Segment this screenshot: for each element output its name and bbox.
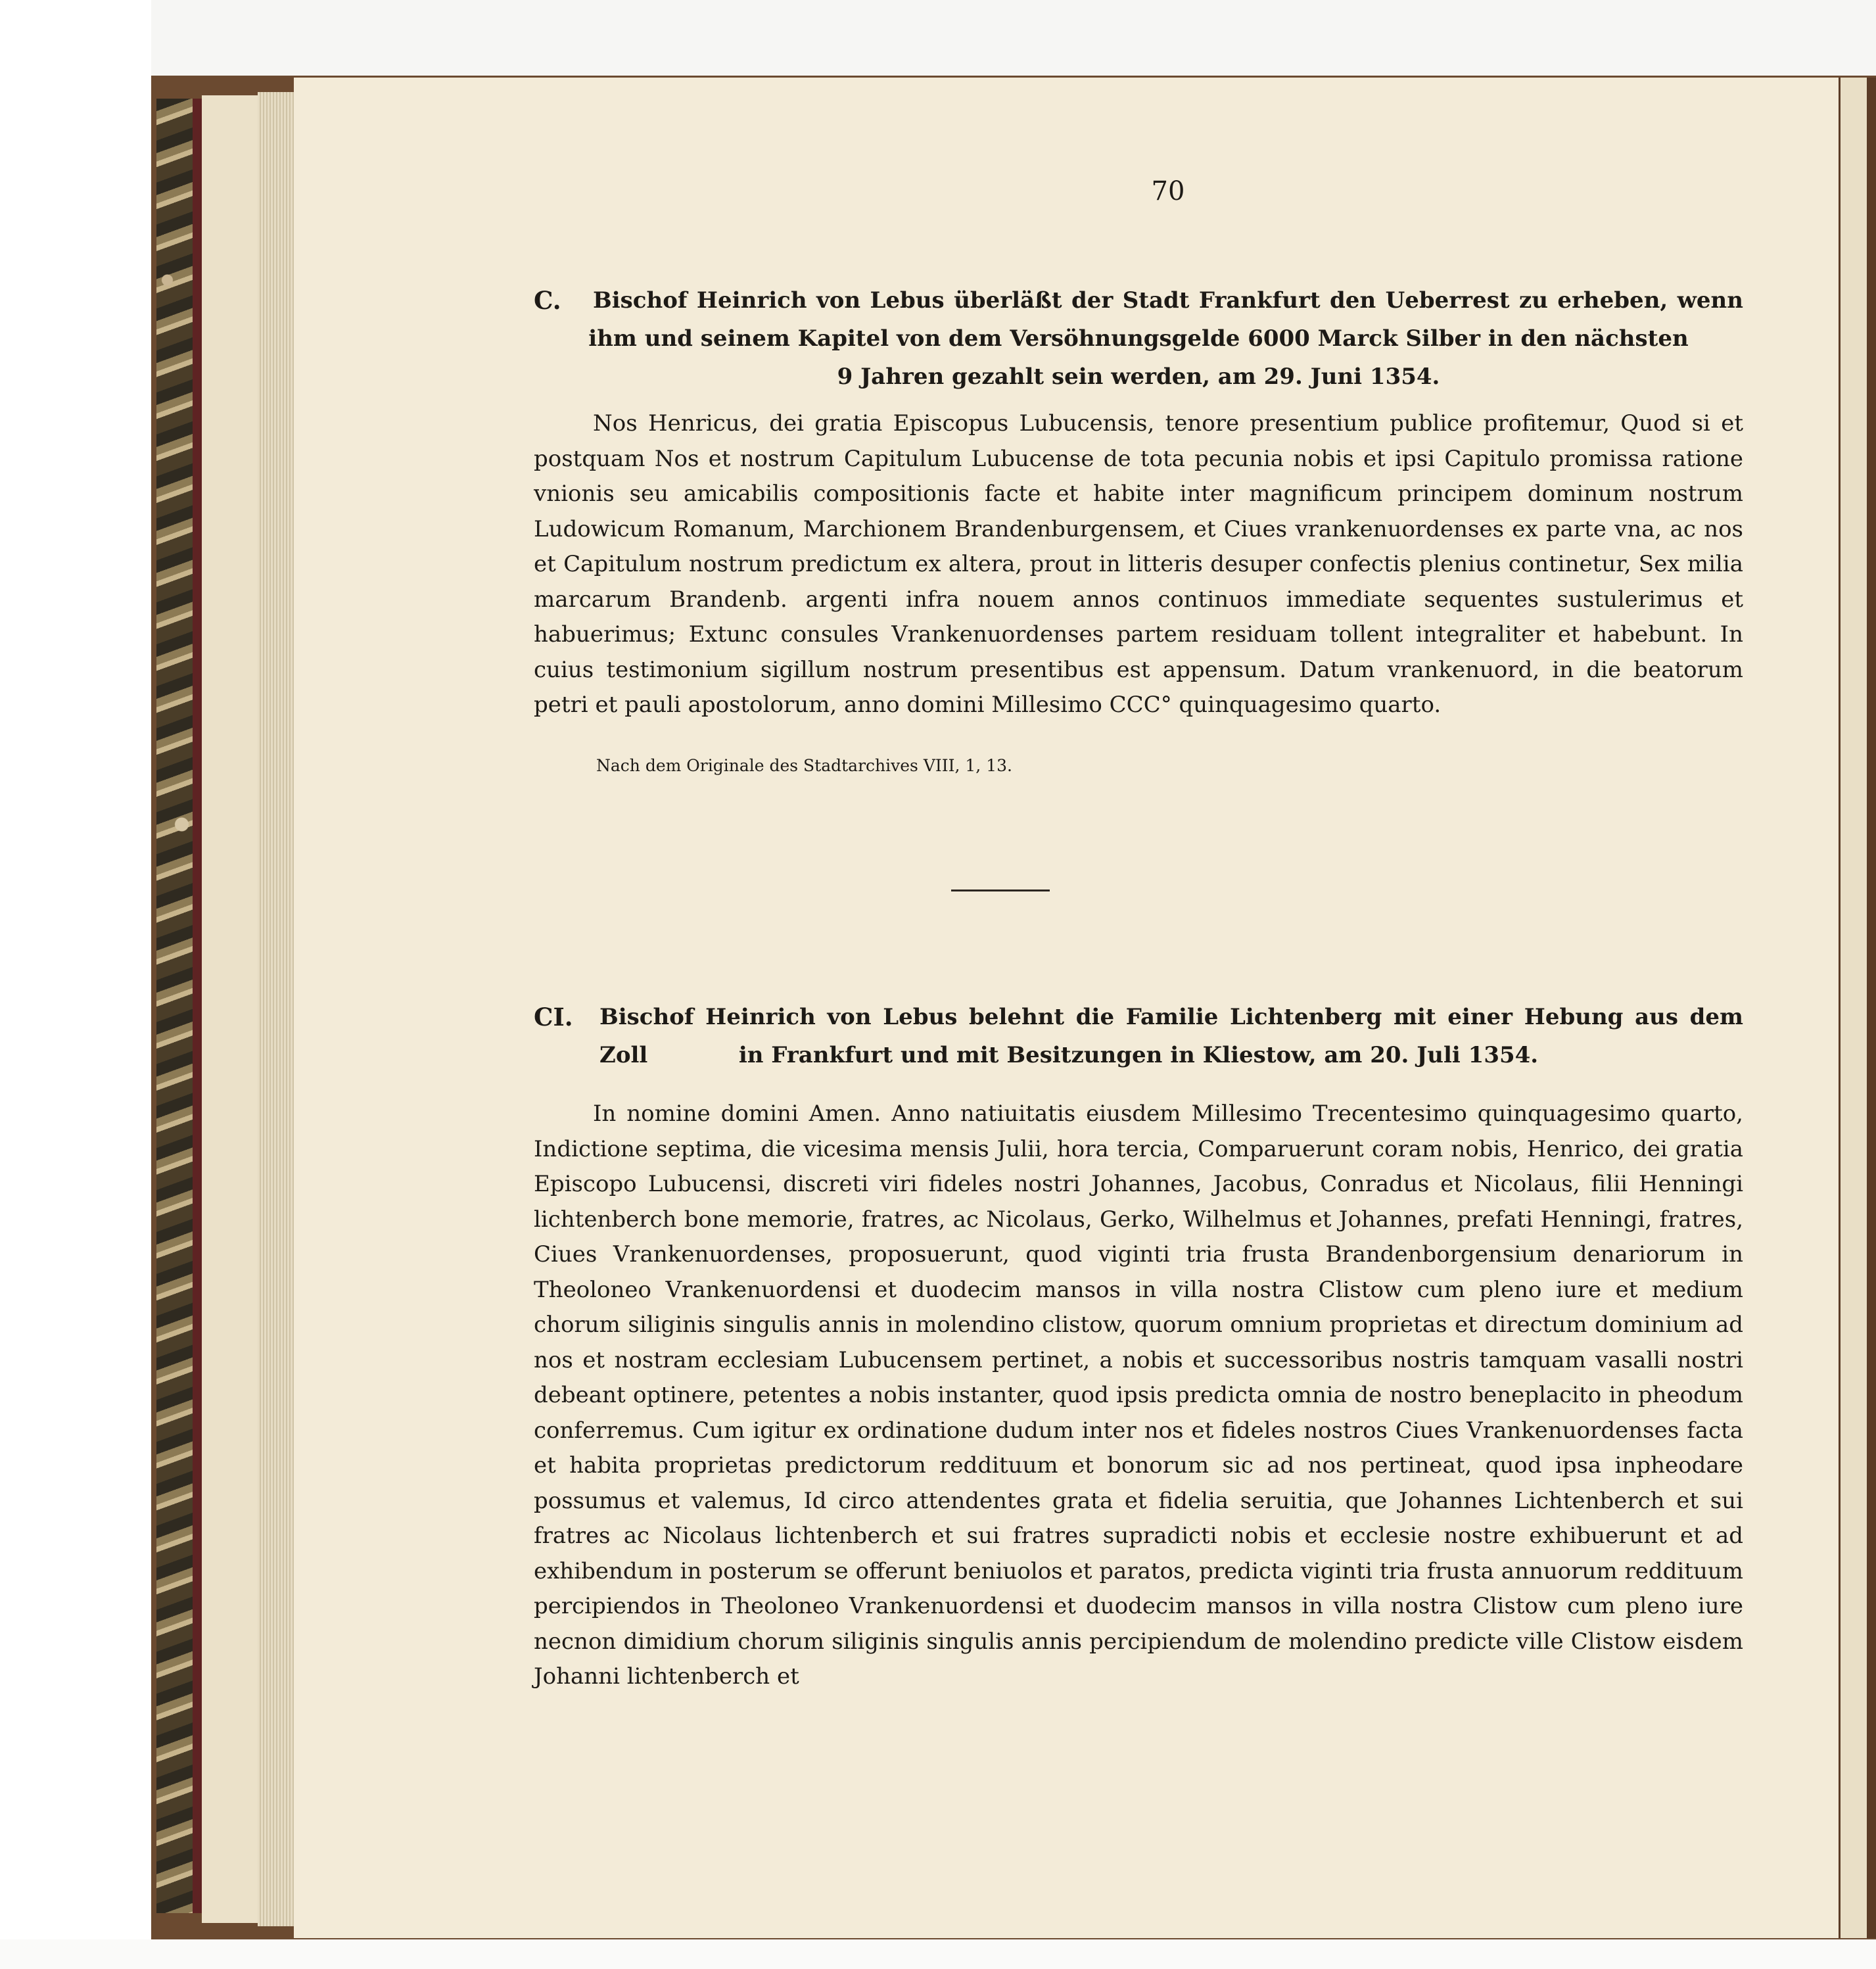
scan-background-bottom	[0, 1939, 1876, 1969]
page-stack-edge	[258, 92, 294, 1926]
section-ci-text: In nomine domini Amen. Anno natiuitatis eiusdem Millesimo Trecentesimo quinquagesimo quarto, Indictione septima, die vicesima mensis Julii, hora tercia, Comparuerunt coram nobis, Henrico, dei gratia Episcopo Lubucensi, discreti viri fideles nostri Johannes, Jacobus, Conradus et Nicolaus, filii Henningi lichtenberch bone memorie, fratres, ac Nicolaus, Gerko, Wilhelmus et Johannes, prefati Henningi, fratres, Ciues Vrankenuordenses, proposuerunt, quod viginti tria frusta Brandenborgensium denariorum in Theoloneo Vrankenuordensi et duodecim mansos in villa nostra Clistow cum pleno iure et medium chorum siliginis singulis annis in molendino clistow, quorum omnium proprietas et directum dominium ad nos et nostram ecclesiam Lubucensem pertinet, a nobis et successoribus nostris tamquam vasalli nostri debeant optinere, petentes a nobis instanter, quod ipsis predicta omnia de nostro beneplacito in pheodum conferremus. Cum igitur ex ordinatione dudum inter nos et fideles nostros Ciues Vrankenuordenses facta et habita proprietas predictorum reddituum et bonorum sic ad nos pertineat, quod ipsa inpheodare possumus et valemus, Id circo attendentes grata et fidelia seruitia, que Johannes Lichtenberch et sui fratres ac Nicolaus lichtenberch et sui fratres supradicti nobis et ecclesie nostre exhibuerunt et ad exhibendum in posterum se offerunt beniuolos et paratos, predicta viginti tria frusta annuorum reddituum percipiendos in Theoloneo Vrankenuordensi et duodecim mansos in villa nostra Clistow cum pleno iure necnon dimidium chorum siliginis singulis annis percipiendum de molendino predicte ville Clistow eisdem Johanni lichtenberch et	[534, 1101, 1743, 1690]
section-ci-number: CI.	[534, 1003, 573, 1032]
endpaper	[202, 95, 258, 1923]
section-c-title-line3: 9 Jahren gezahlt sein werden, am 29. Juni 1354.	[837, 364, 1440, 390]
marbled-board	[156, 99, 193, 1913]
section-divider	[951, 890, 1050, 891]
section-c-number: C.	[534, 286, 561, 315]
section-c-title-line1: Bischof Heinrich von Lebus überläßt der Stadt Frankfurt den Ueberrest zu erheben, wenn	[593, 287, 1743, 314]
section-c-body	[534, 406, 1743, 723]
section-ci-body	[534, 1097, 1743, 1695]
spine-binding	[193, 99, 202, 1913]
section-c-source-note: Nach dem Originale des Stadtarchives VIII, 1, 13.	[596, 756, 1012, 775]
page-number: 70	[1151, 176, 1185, 206]
scan-background-left	[0, 0, 151, 1969]
section-ci-title-line2: in Frankfurt und mit Besitzungen in Kliestow, am 20. Juli 1354.	[738, 1042, 1539, 1068]
book-page	[294, 78, 1839, 1938]
section-c-text: Nos Henricus, dei gratia Episcopus Lubucensis, tenore presentium publice profitemur, Quod si et postquam Nos et nostrum Capitulum Lubucense de tota pecunia nobis et ipsi Capitulo promissa ratione vnionis seu amicabilis compositionis facte et habite inter magnificum principem dominum nostrum Ludowicum Romanum, Marchionem Brandenburgensem, et Ciues vrankenuordenses ex parte vna, ac nos et Capitulum nostrum predictum ex altera, prout in litteris desuper confectis plenius continetur, Sex milia marcarum Brandenb. argenti infra nouem annos continuos immediate sequentes sustulerimus et habuerimus; Extunc consules Vrankenuordenses partem residuam tollent integraliter et habebunt. In cuius testimonium sigillum nostrum presentibus est appensum. Datum vrankenuord, in die beatorum petri et pauli apostolorum, anno domini Millesimo CCC° quinquagesimo quarto.	[534, 410, 1743, 718]
section-c-title-line2: ihm und seinem Kapitel von dem Versöhnungsgelde 6000 Marck Silber in den nächsten	[588, 325, 1689, 352]
scan-background-top	[0, 0, 1876, 76]
right-page-edge	[1841, 78, 1867, 1938]
section-ci-title-line1: Bischof Heinrich von Lebus belehnt die Familie Lichtenberg mit einer Hebung aus dem Zoll	[599, 1004, 1743, 1068]
